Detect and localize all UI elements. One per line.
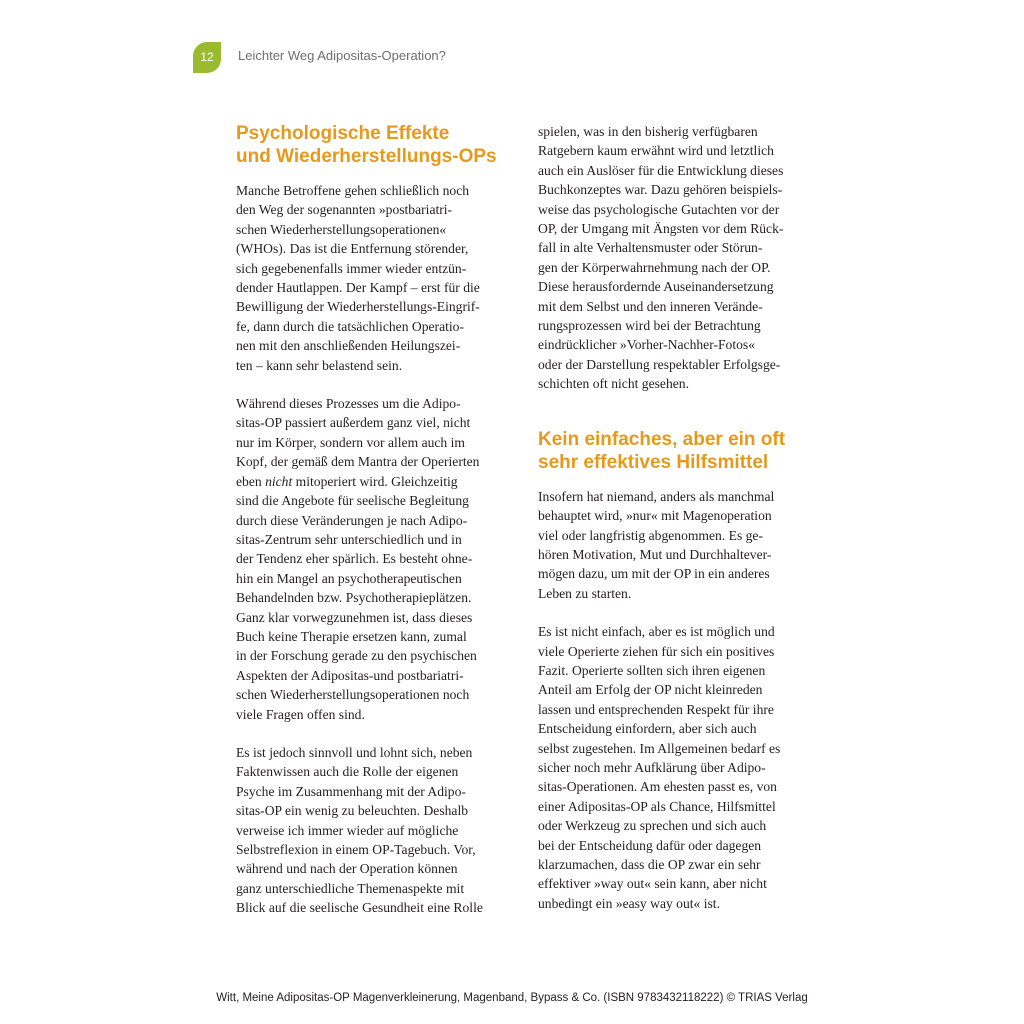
text-line: in der Forschung gerade zu den psychischen — [236, 648, 477, 664]
text-line: hin ein Mangel an psychotherapeutischen — [236, 570, 462, 586]
heading-line: Kein einfaches, aber ein oft — [538, 428, 786, 450]
text-line: effektiver »way out« sein kann, aber nicht — [538, 876, 767, 892]
emphasis-word: nicht — [265, 473, 293, 489]
text-line: gen der Körperwahrnehmung nach der OP. — [538, 259, 771, 275]
heading-line: und Wiederherstellungs-OPs — [236, 146, 497, 167]
paragraph — [236, 181, 526, 375]
text-line: Bewilligung der Wiederherstellungs-Eingrif- — [236, 299, 480, 315]
text-line: Buch keine Therapie ersetzen kann, zumal — [236, 628, 467, 644]
paragraph — [538, 622, 828, 913]
text-line: rungsprozessen wird bei der Betrachtung — [538, 318, 761, 334]
text-line: sitas-OP ein wenig zu beleuchten. Deshalb — [236, 803, 469, 819]
copyright-footer: Witt, Meine Adipositas-OP Magenverkleinerung, Magenband, Bypass & Co. (ISBN 9783432118222) © TRIAS Verlag — [216, 992, 808, 1004]
text-line: mögen dazu, um mit der OP in ein anderes — [538, 566, 770, 582]
text-line: unbedingt ein »easy way out« ist. — [538, 895, 720, 911]
text-line: ten – kann sehr belastend sein. — [236, 357, 403, 373]
running-title: Leichter Weg Adipositas-Operation? — [238, 48, 446, 63]
paragraph — [236, 394, 526, 724]
text-line: Leben zu starten. — [538, 585, 632, 601]
text-line: dender Hautlappen. Der Kampf – erst für die — [236, 280, 480, 296]
text-line: nen mit den anschließenden Heilungszei- — [236, 338, 461, 354]
paragraph — [538, 487, 828, 603]
text-line: fall in alte Verhaltensmuster oder Störun- — [538, 240, 763, 256]
text-line: sind die Angebote für seelische Begleitung — [236, 493, 469, 509]
text-line: lassen und entsprechenden Respekt für ihre — [538, 701, 774, 717]
text-line: sitas-Operationen. Am ehesten passt es, von — [538, 779, 777, 795]
text-line: mit dem Selbst und den inneren Verände- — [538, 298, 763, 314]
right-column — [538, 122, 828, 913]
text-line: durch diese Veränderungen je nach Adipo- — [236, 512, 468, 528]
text-line: Faktenwissen auch die Rolle der eigenen — [236, 764, 459, 780]
text-line: bei der Entscheidung dafür oder dagegen — [538, 837, 762, 853]
text-line: oder Werkzeug zu sprechen und sich auch — [538, 818, 767, 834]
text-line: sitas-OP passiert außerdem ganz viel, nicht — [236, 415, 471, 431]
text-line: weise das psychologische Gutachten vor der — [538, 201, 780, 217]
section-heading-kein-einfaches — [538, 428, 828, 474]
text-line: Es ist jedoch sinnvoll und lohnt sich, neben — [236, 744, 473, 760]
text-line: spielen, was in den bisherig verfügbaren — [538, 124, 758, 139]
text-line: Buchkonzeptes war. Dazu gehören beispiels- — [538, 182, 783, 198]
text-line: verweise ich immer wieder auf mögliche — [236, 822, 459, 838]
text-line: sitas-Zentrum sehr unterschiedlich und in — [236, 531, 462, 547]
text-line: klarzumachen, dass die OP zwar ein sehr — [538, 857, 761, 872]
text-line: den Weg der sogenannten »postbariatri- — [236, 202, 453, 218]
text-line: ganz unterschiedliche Themenaspekte mit — [236, 880, 465, 896]
text-line: Blick auf die seelische Gesundheit eine Rolle — [236, 900, 483, 916]
text-line: sich gegebenenfalls immer wieder entzün- — [236, 260, 467, 276]
section-heading-psychologische-effekte — [236, 122, 526, 168]
text-line: Diese herausfordernde Auseinandersetzung — [538, 279, 774, 295]
text-fragment: eben — [236, 473, 266, 489]
text-line: Anteil am Erfolg der OP nicht kleinreden — [538, 682, 763, 698]
text-line: (WHOs). Das ist die Entfernung störender, — [236, 241, 469, 257]
text-line: viel oder langfristig abgenommen. Es ge- — [538, 527, 763, 543]
text-line: viele Fragen offen sind. — [236, 706, 365, 722]
text-line: Fazit. Operierte sollten sich ihren eigenen — [538, 662, 766, 678]
text-line: auch ein Auslöser für die Entwicklung dieses — [538, 162, 784, 178]
text-line: Psyche im Zusammenhang mit der Adipo- — [236, 783, 466, 799]
text-line: schen Wiederherstellungsoperationen« — [236, 221, 447, 237]
text-line: schen Wiederherstellungsoperationen noch — [236, 687, 470, 703]
text-line: Behandelnden bzw. Psychotherapieplätzen. — [236, 590, 472, 606]
text-line: einer Adipositas-OP als Chance, Hilfsmittel — [538, 798, 776, 814]
text-line: OP, der Umgang mit Ängsten vor dem Rück- — [538, 221, 784, 237]
text-line: viele Operierte ziehen für sich ein positives — [538, 643, 775, 659]
text-line: Manche Betroffene gehen schließlich noch — [236, 183, 470, 198]
text-line: Kopf, der gemäß dem Mantra der Operierten — [236, 454, 480, 470]
text-line: fe, dann durch die tatsächlichen Operatio- — [236, 318, 464, 334]
paragraph — [538, 122, 828, 394]
text-fragment: mitoperiert wird. Gleichzeitig — [292, 473, 458, 489]
text-line: Entscheidung einfordern, aber sich auch — [538, 721, 757, 737]
left-column — [236, 122, 526, 918]
text-line: Es ist nicht einfach, aber es ist möglich und — [538, 624, 775, 640]
text-line: selbst zugestehen. Im Allgemeinen bedarf es — [538, 740, 781, 756]
text-line: Ganz klar vorwegzunehmen ist, dass dieses — [236, 609, 473, 625]
paragraph — [236, 743, 526, 918]
text-line: Insofern hat niemand, anders als manchmal — [538, 488, 775, 504]
text-line-with-emphasis — [236, 472, 526, 491]
text-line: behauptet wird, »nur« mit Magenoperation — [538, 508, 772, 524]
text-line: Ratgebern kaum erwähnt wird und letztlich — [538, 143, 774, 159]
text-line: während und nach der Operation können — [236, 861, 458, 877]
text-line: hören Motivation, Mut und Durchhaltever- — [538, 546, 772, 562]
text-line: eindrücklicher »Vorher-Nachher-Fotos« — [538, 337, 756, 353]
text-line: nur im Körper, sondern vor allem auch im — [236, 434, 465, 450]
page-number-badge: 12 — [193, 42, 221, 73]
text-line: der Tendenz eher spärlich. Es besteht ohne- — [236, 551, 473, 567]
text-line: oder der Darstellung respektabler Erfolgsge- — [538, 356, 781, 372]
text-line: Aspekten der Adipositas-und postbariatri- — [236, 667, 464, 683]
text-line: schichten oft nicht gesehen. — [538, 376, 689, 392]
text-line: Selbstreflexion in einem OP-Tagebuch. Vor, — [236, 842, 476, 857]
text-line: Während dieses Prozesses um die Adipo- — [236, 396, 461, 412]
heading-line: Psychologische Effekte — [236, 123, 450, 144]
text-line: sicher noch mehr Aufklärung über Adipo- — [538, 759, 766, 775]
heading-line: sehr effektives Hilfsmittel — [538, 451, 769, 473]
